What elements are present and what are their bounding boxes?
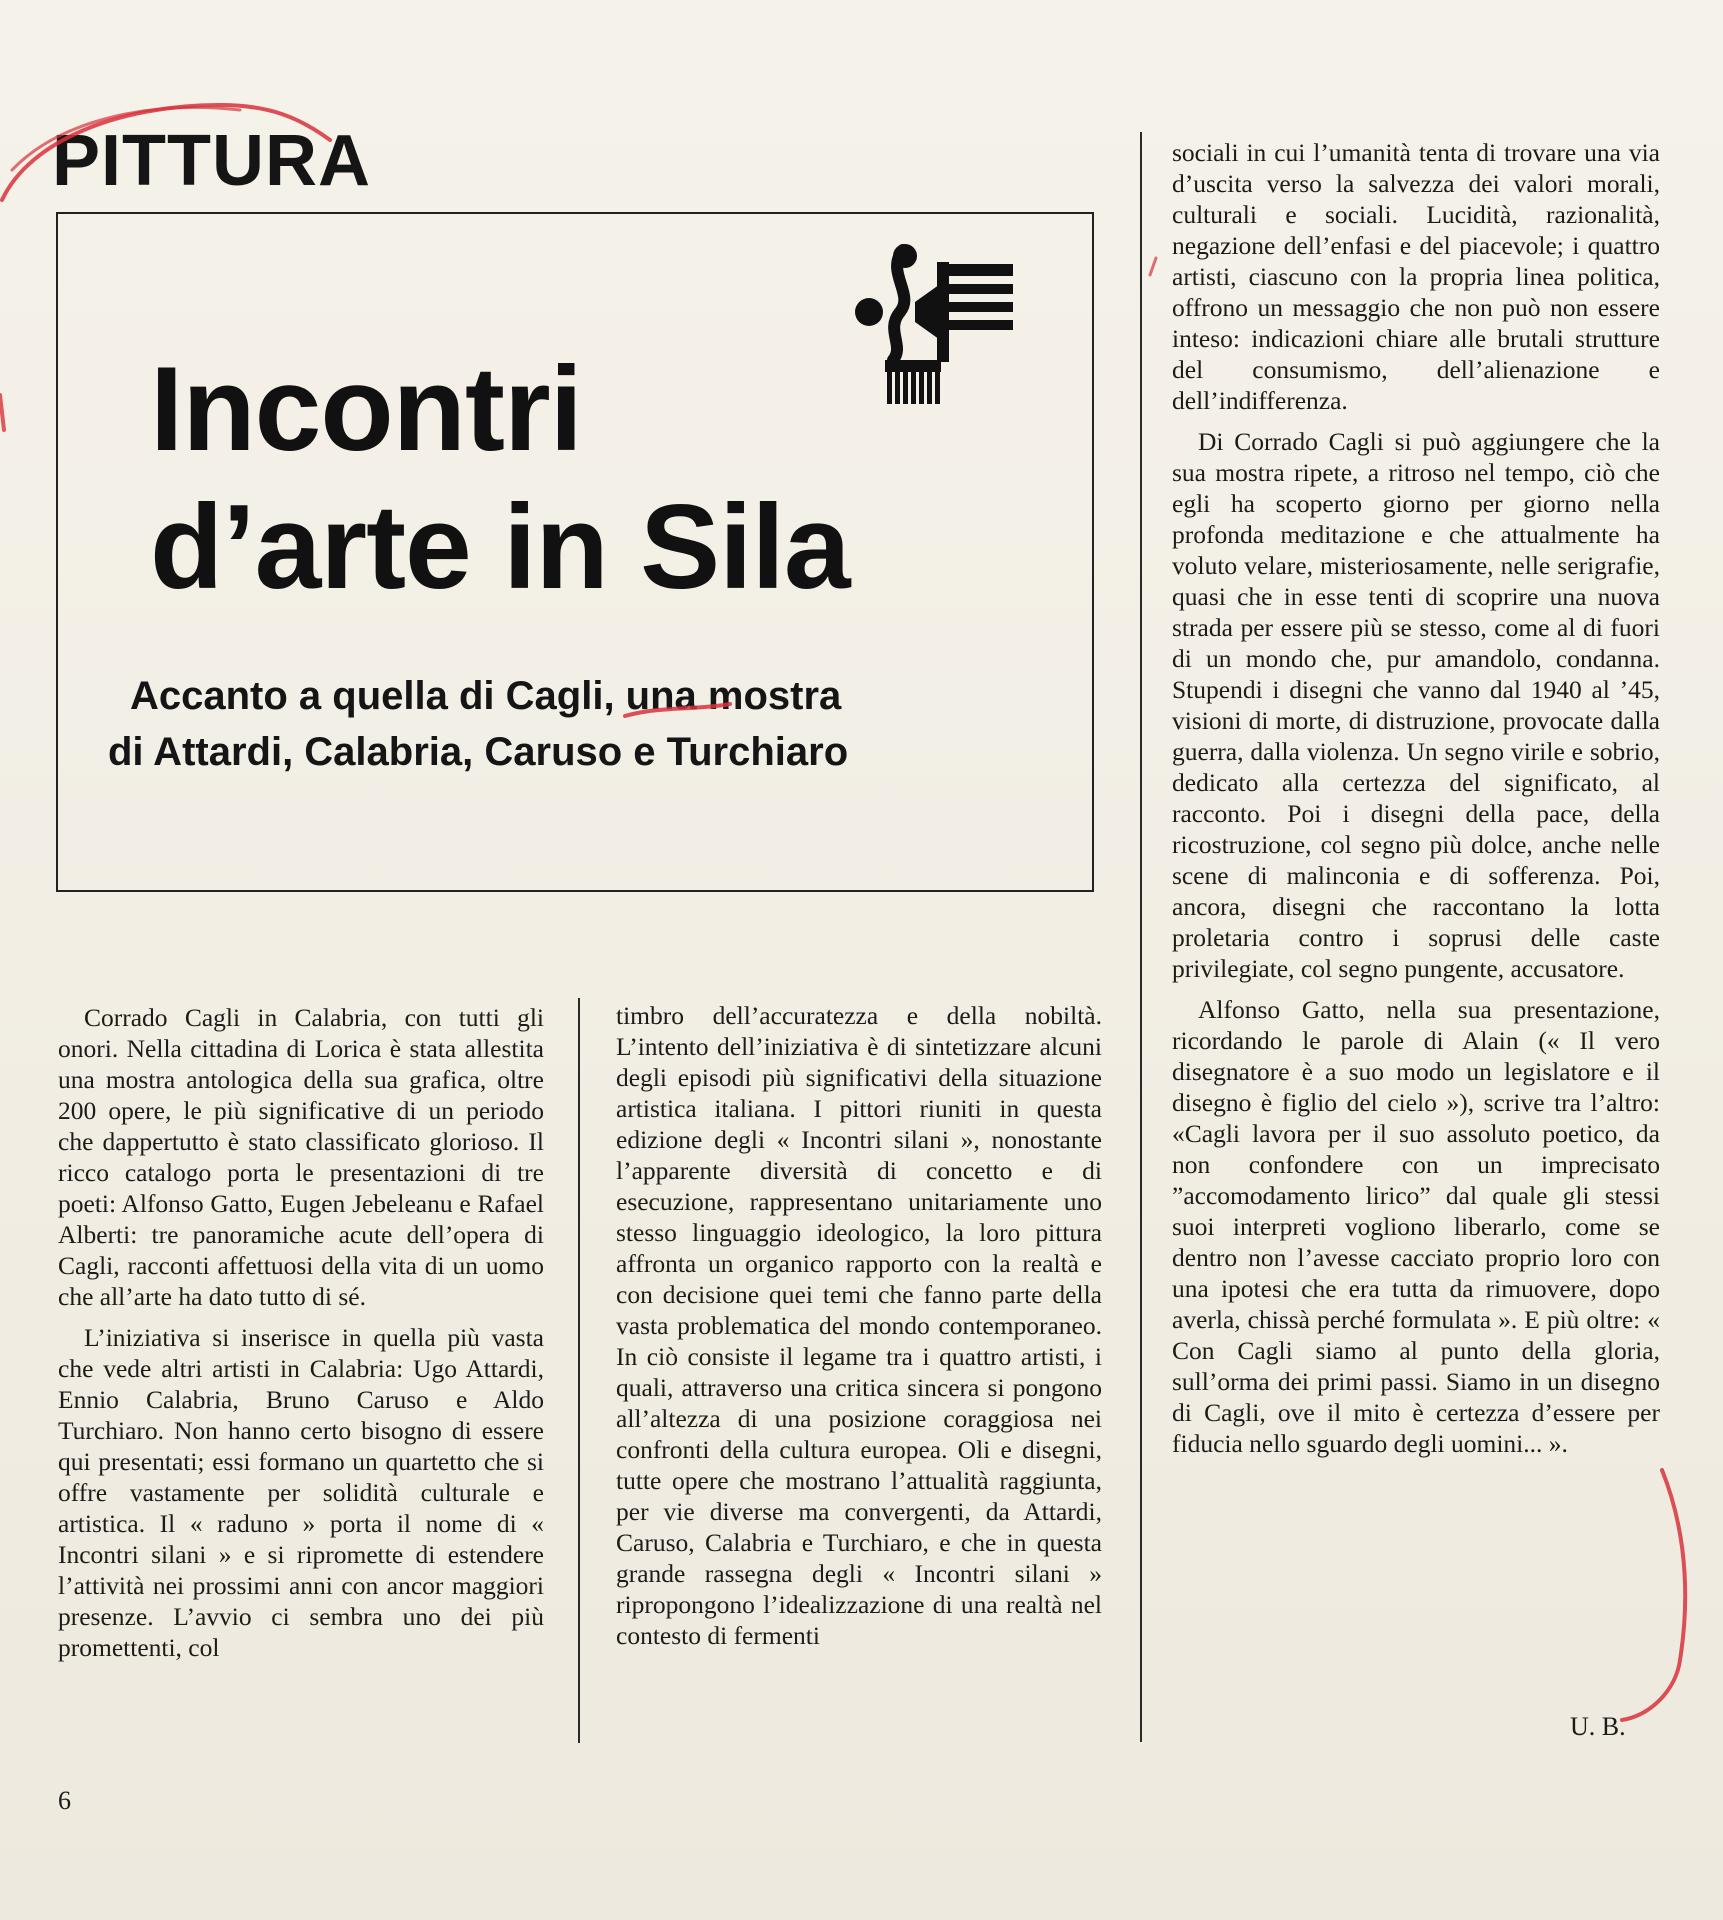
headline-title — [150, 340, 850, 616]
column3-paragraph: sociali in cui l’umanità tenta di trovare una via d’uscita verso la salvezza dei valori morali, culturali e sociali. Lucidità, razionalità, negazione dell’enfasi e del piacevole; i quattro artisti, ciascuno con la propria linea politica, offrono un messaggio che non può non essere inteso: indicazioni chiare alle brutali strutture del consumismo, dell’alienazione e dell’indifferenza. — [1172, 138, 1660, 415]
article-column-3 — [1172, 137, 1660, 1459]
section-label: PITTURA — [52, 121, 371, 201]
article-column-2 — [616, 1000, 1102, 1651]
column1-paragraph: Corrado Cagli in Calabria, con tutti gli onori. Nella cittadina di Lorica è stata allestita una mostra antologica della sua grafica, oltre 200 opere, le più significative di un periodo che dappertutto è stato classificato glorioso. Il ricco catalogo porta le presentazioni di tre poeti: Alfonso Gatto, Eugen Jebeleanu e Rafael Alberti: tre panoramiche acute dell’opera di Cagli, racconti affettuosi della vita di un uomo che all’arte ha dato tutto di sé. — [58, 1003, 544, 1311]
column-divider — [578, 998, 580, 1743]
headline-subtitle — [108, 668, 1068, 780]
column3-paragraph: Di Corrado Cagli si può aggiungere che la sua mostra ripete, a ritroso nel tempo, ciò che egli ha scoperto giorno per giorno nella profonda meditazione e che attualmente ha voluto velare, misteriosamente, nelle serigrafie, quasi che in esse tenti di scoprire una nuova strada per essere più se stesso, come al di fuori di un mondo che, pur amandolo, condanna. Stupendi i disegni che vanno dal 1940 al ’45, visioni di morte, di distruzione, provocate dalla guerra, dalla violenza. Un segno virile e sobrio, dedicato alla certezza del significato, al racconto. Poi i disegni della pace, della ricostruzione, col segno più dolce, anche nelle scene di malinconia e di sofferenza. Poi, ancora, disegni che raccontano la lotta proletaria contro i soprusi delle caste privilegiate, col segno pungente, accusatore. — [1172, 427, 1660, 983]
column3-paragraph: Alfonso Gatto, nella sua presentazione, ricordando le parole di Alain (« Il vero disegnatore è a suo modo un legislatore e il disegno è figlio del cielo »), scrive tra l’altro: «Cagli lavora per il suo assoluto poetico, da non confondere con un imprecisato ”accomodamento lirico” dal quale gli stessi suoi interpreti vogliono liberarlo, come se dentro non l’avesse cacciato proprio loro con una ipotesi che era tutta da rimuovere, dopo averla, chissà perché formulata ». E più oltre: « Con Cagli siamo al punto della gloria, sull’orma dei primi passi. Siamo in un disegno di Cagli, ove il mito è certezza d’essere per fiducia nello sguardo degli uomini... ». — [1172, 995, 1660, 1458]
author-signature: U. B. — [1570, 1712, 1626, 1741]
headline-title-line1: Incontri — [150, 342, 582, 476]
article-column-1 — [58, 1002, 544, 1663]
headline-title-line2: d’arte in Sila — [150, 480, 850, 614]
column-divider — [1140, 132, 1142, 1742]
column1-paragraph: L’iniziativa si inserisce in quella più vasta che vede altri artisti in Calabria: Ugo Attardi, Ennio Calabria, Bruno Caruso e Aldo Turchiaro. Non hanno certo bisogno di essere qui presentati; essi formano un quartetto che si offre vastamente per solidità culturale e artistica. Il « raduno » porta il nome di « Incontri silani » e si ripromette di estendere l’attività nei prossimi anni con ancor maggiori presenze. L’avvio ci sembra uno dei più promettenti, col — [58, 1323, 544, 1662]
comb-emblem-icon — [845, 242, 1035, 412]
subtitle-line1: Accanto a quella di Cagli, una mostra — [130, 674, 842, 718]
page-number: 6 — [58, 1786, 71, 1815]
column2-paragraph: timbro dell’accuratezza e della nobiltà. L’intento dell’iniziativa è di sintetizzare alcuni degli episodi più significativi della situazione artistica italiana. I pittori riuniti in questa edizione degli « Incontri silani », nonostante l’apparente diversità di concetto e di esecuzione, rappresentano unitariamente uno stesso linguaggio ideologico, la loro pittura affronta un organico rapporto con la realtà e con decisione quei temi che fanno parte della vasta problematica del mondo contemporaneo. In ciò consiste il legame tra i quattro artisti, i quali, attraverso una critica sincera si pongono all’altezza di una posizione coraggiosa nei confronti della cultura europea. Oli e disegni, tutte opere che mostrano l’attualità raggiunta, per vie diverse ma convergenti, da Attardi, Caruso, Calabria e Turchiaro, e che in questa grande rassegna degli « Incontri silani » ripropongono l’idealizzazione di una realtà nel contesto di fermenti — [616, 1001, 1102, 1650]
subtitle-line2: di Attardi, Calabria, Caruso e Turchiaro — [108, 730, 849, 774]
